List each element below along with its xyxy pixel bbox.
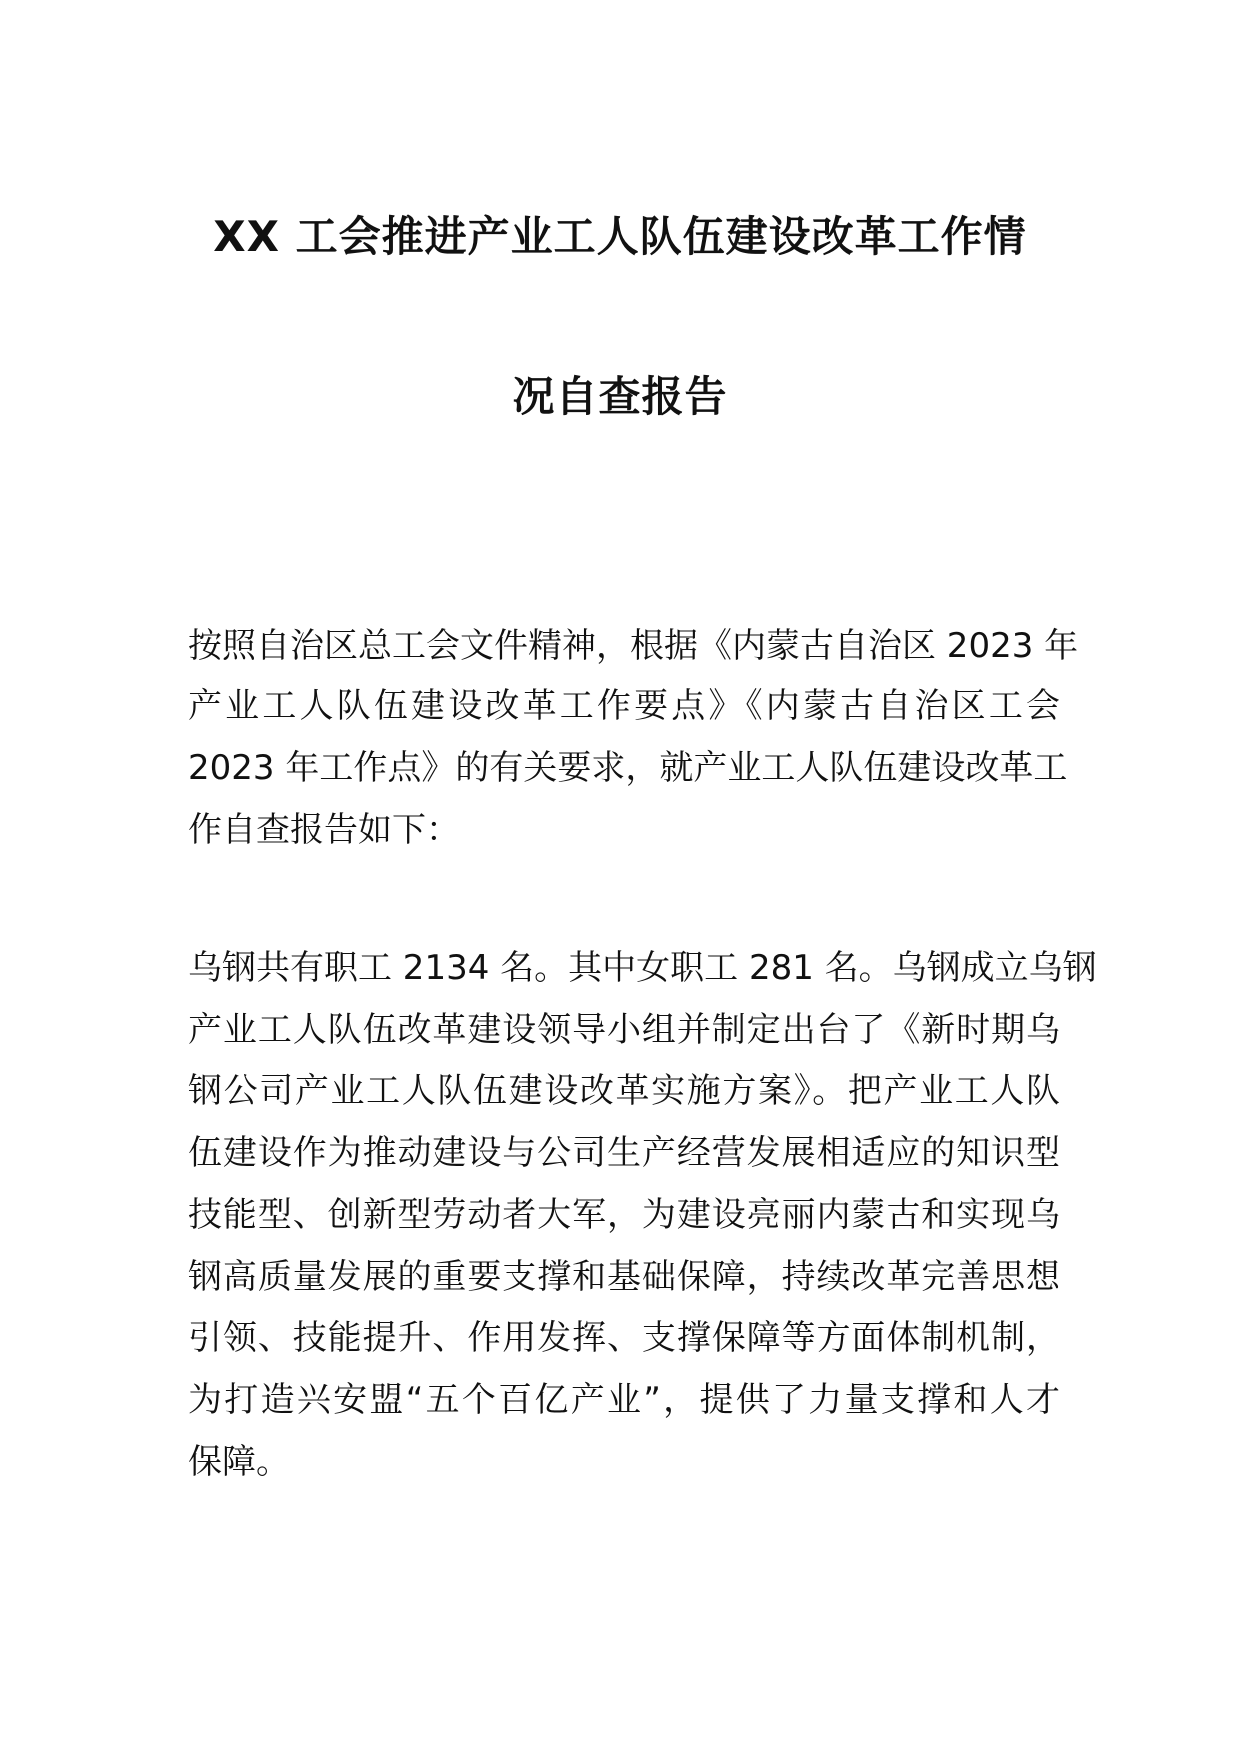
paragraph-line: 引领、技能提升、作用发挥、支撑保障等方面体制机制， [188, 1318, 1060, 1358]
paragraph-line: 乌钢共有职工 2134 名。其中女职工 281 名。乌钢成立乌钢 [188, 948, 1097, 988]
paragraph-line: 为打造兴安盟“五个百亿产业”，提供了力量支撑和人才 [188, 1380, 1060, 1420]
document-title-line-1: XX 工会推进产业工人队伍建设改革工作情 [213, 212, 1027, 261]
paragraph-line: 钢公司产业工人队伍建设改革实施方案》。把产业工人队 [188, 1071, 1060, 1111]
document-title-line-2: 况自查报告 [512, 372, 728, 421]
paragraph-line: 技能型、创新型劳动者大军，为建设亮丽内蒙古和实现乌 [188, 1195, 1060, 1235]
paragraph-line: 伍建设作为推动建设与公司生产经营发展相适应的知识型 [188, 1133, 1060, 1173]
paragraph-line: 2023 年工作点》的有关要求，就产业工人队伍建设改革工 [188, 748, 1068, 788]
paragraph-line: 产业工人队伍建设改革工作要点》《内蒙古自治区工会 [188, 686, 1060, 726]
paragraph-line: 作自查报告如下： [188, 810, 460, 850]
paragraph-line: 保障。 [188, 1442, 290, 1482]
paragraph-line: 按照自治区总工会文件精神，根据《内蒙古自治区 2023 年 [188, 626, 1079, 666]
paragraph-line: 产业工人队伍改革建设领导小组并制定出台了《新时期乌 [188, 1010, 1060, 1050]
paragraph-line: 钢高质量发展的重要支撑和基础保障，持续改革完善思想 [188, 1257, 1060, 1297]
